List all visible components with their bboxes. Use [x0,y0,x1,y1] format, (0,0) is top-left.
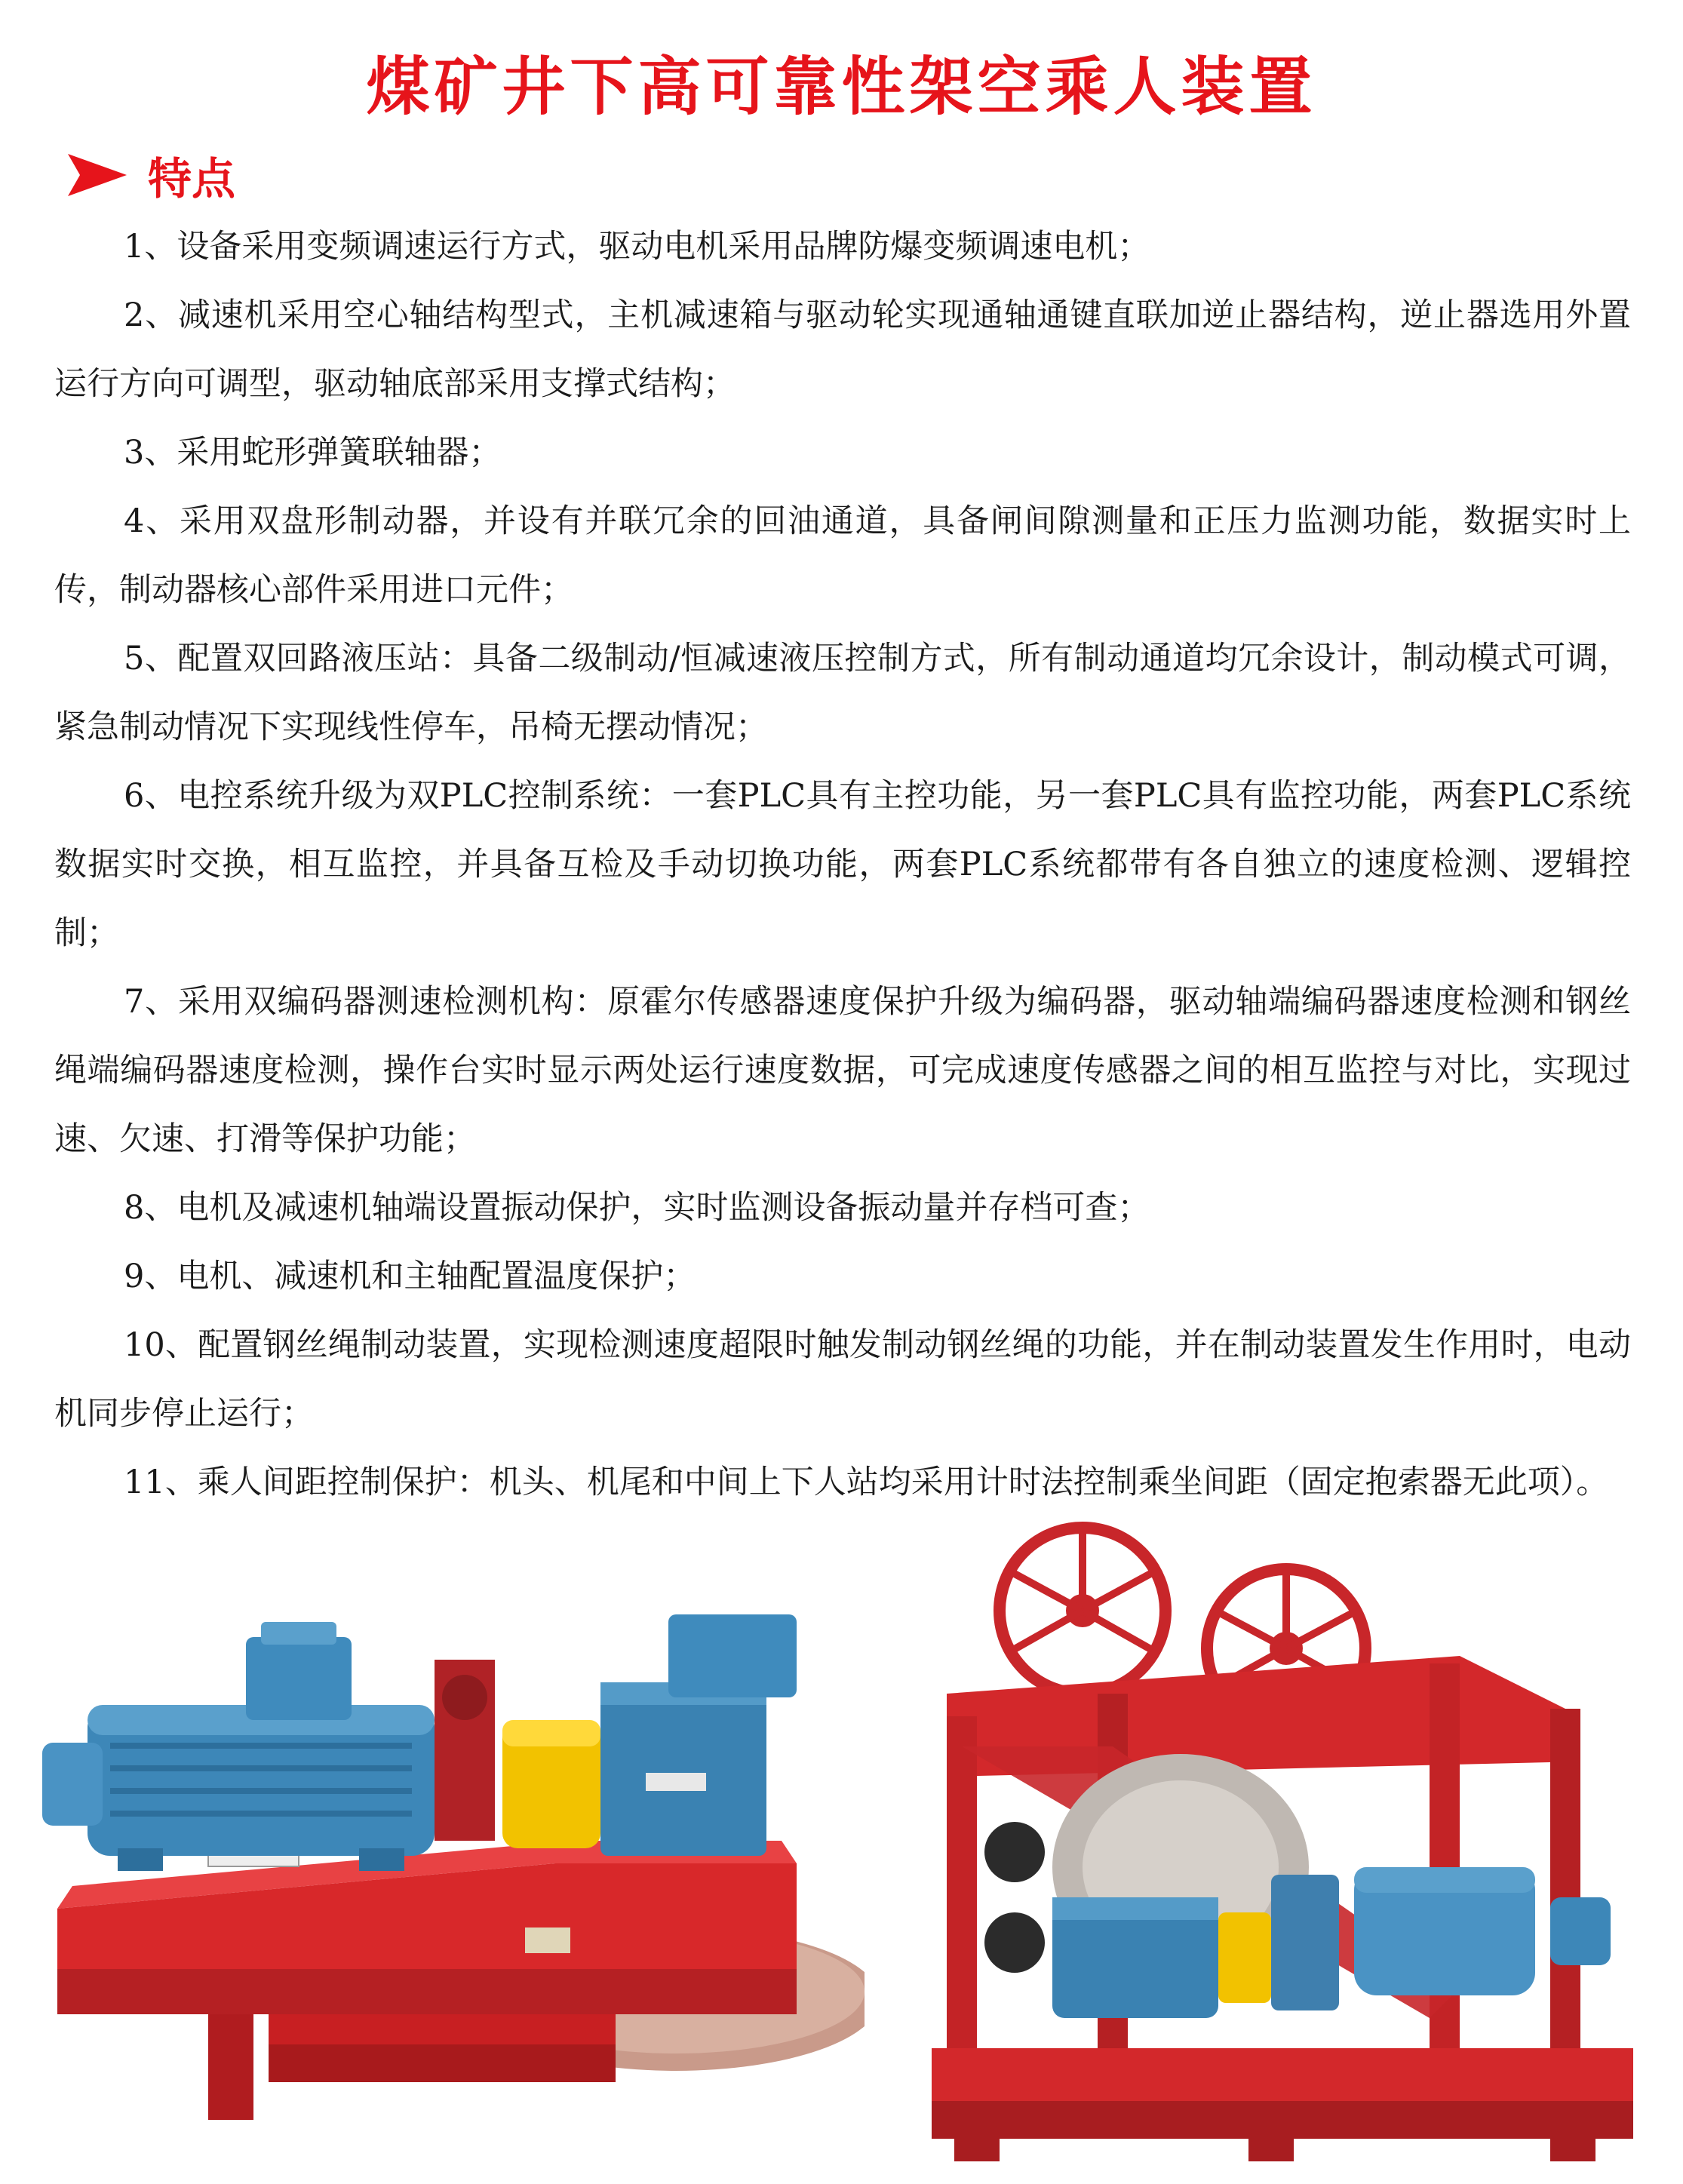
feature-item: 6、电控系统升级为双PLC控制系统：一套PLC具有主控功能，另一套PLC具有监控功能，两套PLC系统数据实时交换，相互监控，并具备互检及手动切换功能，两套PLC系统都带有各自独立的速度检测、逻辑控制； [54,777,1631,952]
section-title: 特点 [148,153,236,204]
feature-item: 2、减速机采用空心轴结构型式，主机减速箱与驱动轮实现通轴通键直联加逆止器结构，逆止器选用外置运行方向可调型，驱动轴底部采用支撑式结构； [54,296,1631,403]
page-title: 煤矿井下高可靠性架空乘人装置 [366,50,1317,124]
feature-item: 5、配置双回路液压站：具备二级制动/恒减速液压控制方式，所有制动通道均冗余设计，制动模式可调，紧急制动情况下实现线性停车，吊椅无摆动情况； [54,640,1631,746]
section-header [68,145,235,205]
feature-item: 8、电机及减速机轴端设置振动保护，实时监测设备振动量并存档可查； [124,1189,1150,1227]
feature-item: 10、配置钢丝绳制动装置，实现检测速度超限时触发制动钢丝绳的功能，并在制动装置发生作用时，电动机同步停止运行； [54,1326,1631,1433]
product-photo-drive-unit [42,1592,865,2120]
feature-item: 4、采用双盘形制动器，并设有并联冗余的回油通道，具备闸间隙测量和正压力监测功能，数据实时上传，制动器核心部件采用进口元件； [54,502,1631,609]
feature-list [54,213,1631,1517]
feature-item: 9、电机、减速机和主轴配置温度保护； [124,1258,696,1295]
feature-item: 11、乘人间距控制保护：机头、机尾和中间上下人站均采用计时法控制乘坐间距（固定抱索器无此项）。 [124,1464,1609,1501]
feature-item: 1、设备采用变频调速运行方式，驱动电机采用品牌防爆变频调速电机； [124,228,1150,266]
arrow-right-icon [68,154,127,196]
product-photo-frame-unit [932,1520,1633,2169]
feature-item: 3、采用蛇形弹簧联轴器； [124,434,502,472]
feature-item: 7、采用双编码器测速检测机构：原霍尔传感器速度保护升级为编码器，驱动轴端编码器速度检测和钢丝绳端编码器速度检测，操作台实时显示两处运行速度数据，可完成速度传感器之间的相互监控与对比，实现过速、欠速、打滑等保护功能； [54,983,1631,1158]
